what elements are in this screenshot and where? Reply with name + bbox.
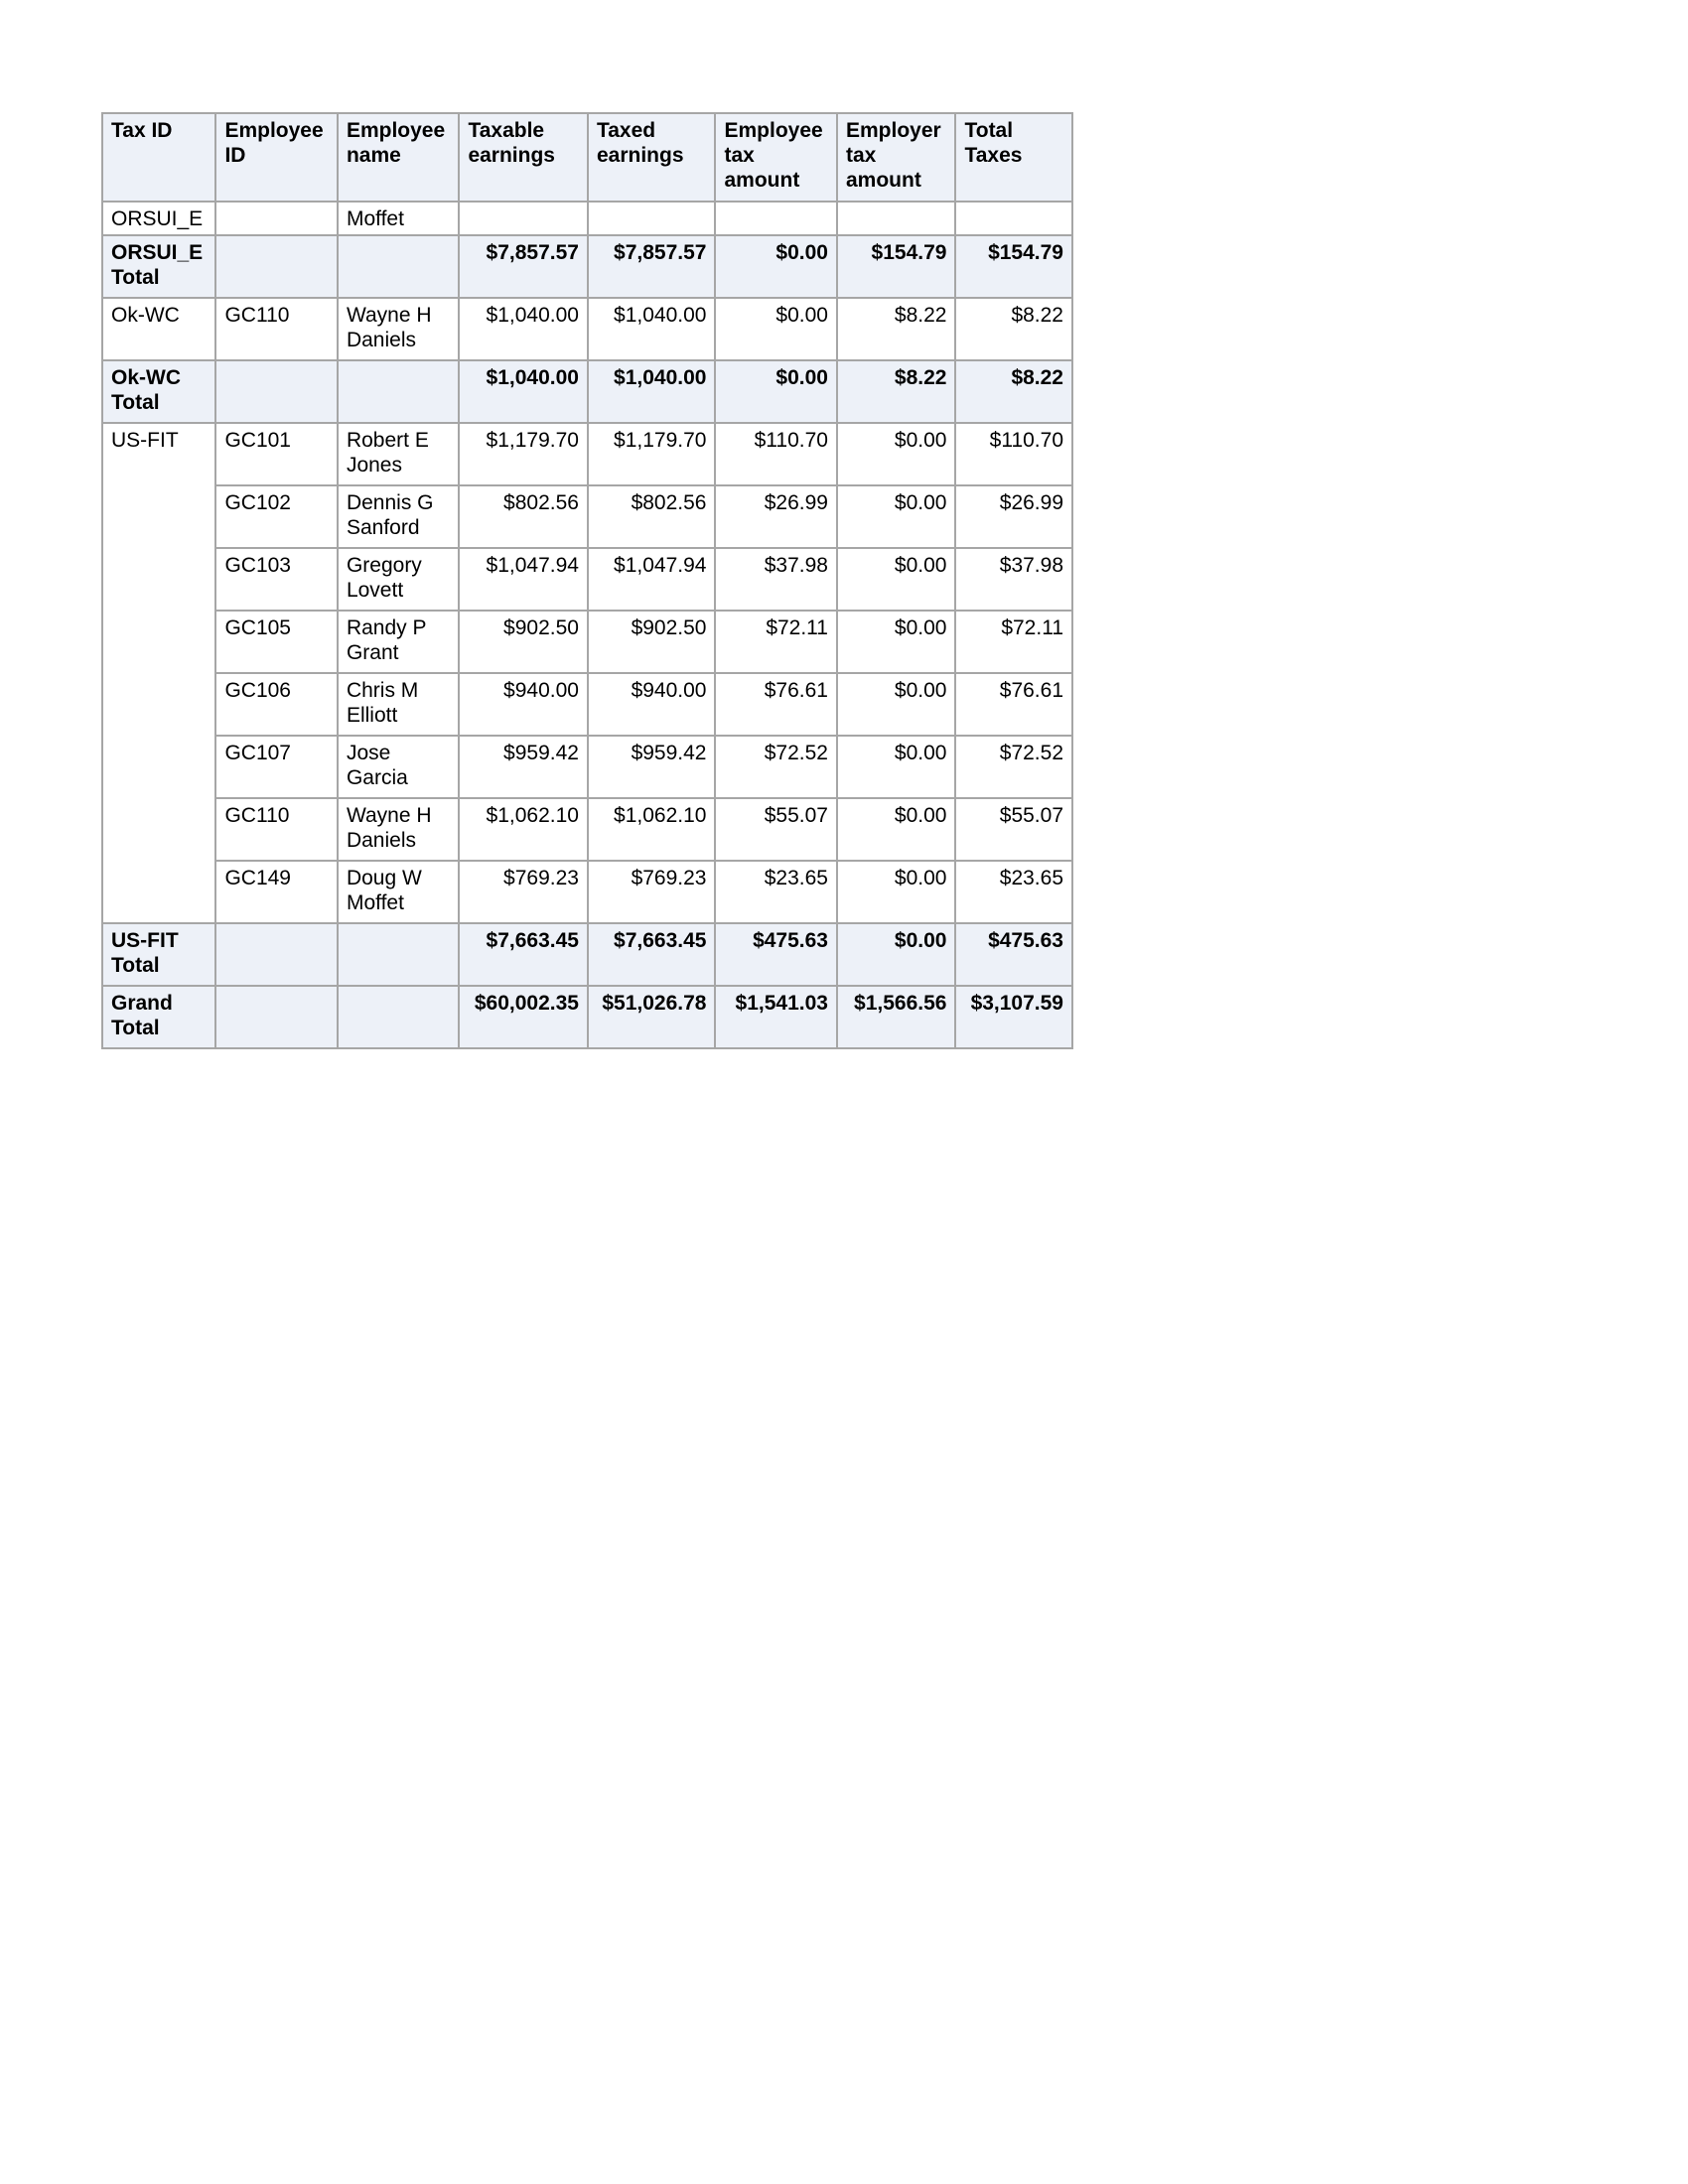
cell-taxable-earnings: $1,179.70 xyxy=(459,423,588,485)
header-tax-id: Tax ID xyxy=(102,113,215,202)
payroll-tax-table xyxy=(101,112,1073,1049)
header-taxed-earnings: Taxed earnings xyxy=(588,113,716,202)
header-employer-tax-amount: Employer tax amount xyxy=(837,113,955,202)
cell-employee-id: GC101 xyxy=(215,423,338,485)
cell-employer-tax-amount: $0.00 xyxy=(837,798,955,861)
cell-total-taxes: $37.98 xyxy=(955,548,1072,611)
header-row xyxy=(102,113,1072,202)
table-row xyxy=(102,548,1072,611)
cell-tax-id: Ok-WC xyxy=(102,298,215,360)
cell-taxed-earnings: $940.00 xyxy=(588,673,716,736)
subtotal-row xyxy=(102,235,1072,298)
cell-employee-id xyxy=(215,360,338,423)
cell-employee-name: Jose Garcia xyxy=(338,736,460,798)
cell-employer-tax-amount: $0.00 xyxy=(837,423,955,485)
cell-employee-tax-amount: $0.00 xyxy=(715,298,837,360)
cell-taxed-earnings: $51,026.78 xyxy=(588,986,716,1048)
cell-taxed-earnings: $1,179.70 xyxy=(588,423,716,485)
cell-employee-id: GC107 xyxy=(215,736,338,798)
cell-employer-tax-amount: $0.00 xyxy=(837,673,955,736)
cell-employee-tax-amount: $110.70 xyxy=(715,423,837,485)
cell-employee-name: Gregory Lovett xyxy=(338,548,460,611)
cell-taxed-earnings: $1,062.10 xyxy=(588,798,716,861)
cell-employee-id xyxy=(215,202,338,235)
cell-employee-name xyxy=(338,986,460,1048)
cell-employee-id: GC110 xyxy=(215,298,338,360)
cell-employer-tax-amount: $0.00 xyxy=(837,548,955,611)
cell-employer-tax-amount xyxy=(837,202,955,235)
subtotal-label: ORSUI_E Total xyxy=(102,235,215,298)
header-employee-id: Employee ID xyxy=(215,113,338,202)
cell-taxable-earnings: $7,857.57 xyxy=(459,235,588,298)
subtotal-row xyxy=(102,923,1072,986)
cell-total-taxes: $55.07 xyxy=(955,798,1072,861)
cell-total-taxes: $154.79 xyxy=(955,235,1072,298)
cell-employer-tax-amount: $0.00 xyxy=(837,861,955,923)
cell-employee-tax-amount: $0.00 xyxy=(715,360,837,423)
cell-total-taxes xyxy=(955,202,1072,235)
cell-taxable-earnings xyxy=(459,202,588,235)
cell-taxed-earnings: $802.56 xyxy=(588,485,716,548)
cell-taxable-earnings: $1,062.10 xyxy=(459,798,588,861)
cell-taxed-earnings: $769.23 xyxy=(588,861,716,923)
cell-employee-id: GC149 xyxy=(215,861,338,923)
cell-total-taxes: $23.65 xyxy=(955,861,1072,923)
header-employee-name: Employee name xyxy=(338,113,460,202)
cell-employer-tax-amount: $0.00 xyxy=(837,923,955,986)
cell-employee-tax-amount: $37.98 xyxy=(715,548,837,611)
table-row xyxy=(102,861,1072,923)
cell-taxed-earnings xyxy=(588,202,716,235)
cell-employee-tax-amount: $23.65 xyxy=(715,861,837,923)
cell-employee-name: Doug W Moffet xyxy=(338,861,460,923)
cell-taxed-earnings: $959.42 xyxy=(588,736,716,798)
cell-total-taxes: $26.99 xyxy=(955,485,1072,548)
cell-taxable-earnings: $769.23 xyxy=(459,861,588,923)
table-row xyxy=(102,423,1072,485)
cell-employee-id: GC105 xyxy=(215,611,338,673)
cell-employee-tax-amount: $72.11 xyxy=(715,611,837,673)
subtotal-row xyxy=(102,360,1072,423)
header-total-taxes: Total Taxes xyxy=(955,113,1072,202)
table-row xyxy=(102,736,1072,798)
cell-taxable-earnings: $1,040.00 xyxy=(459,360,588,423)
cell-employee-name: Randy P Grant xyxy=(338,611,460,673)
cell-employee-id xyxy=(215,923,338,986)
subtotal-label: US-FIT Total xyxy=(102,923,215,986)
cell-total-taxes: $3,107.59 xyxy=(955,986,1072,1048)
cell-employer-tax-amount: $0.00 xyxy=(837,611,955,673)
cell-total-taxes: $72.52 xyxy=(955,736,1072,798)
cell-employee-tax-amount: $76.61 xyxy=(715,673,837,736)
header-taxable-earnings: Taxable earnings xyxy=(459,113,588,202)
cell-total-taxes: $8.22 xyxy=(955,298,1072,360)
cell-employee-name: Dennis G Sanford xyxy=(338,485,460,548)
cell-taxed-earnings: $1,040.00 xyxy=(588,298,716,360)
cell-taxable-earnings: $902.50 xyxy=(459,611,588,673)
cell-employee-name xyxy=(338,235,460,298)
cell-employer-tax-amount: $1,566.56 xyxy=(837,986,955,1048)
cell-taxable-earnings: $802.56 xyxy=(459,485,588,548)
cell-taxed-earnings: $7,857.57 xyxy=(588,235,716,298)
cell-employee-id xyxy=(215,235,338,298)
table-row xyxy=(102,673,1072,736)
cell-taxed-earnings: $902.50 xyxy=(588,611,716,673)
header-employee-tax-amount: Employee tax amount xyxy=(715,113,837,202)
cell-employee-name xyxy=(338,923,460,986)
cell-employer-tax-amount: $0.00 xyxy=(837,485,955,548)
table-row xyxy=(102,798,1072,861)
cell-taxed-earnings: $1,040.00 xyxy=(588,360,716,423)
cell-employee-id: GC110 xyxy=(215,798,338,861)
cell-employee-name: Wayne H Daniels xyxy=(338,798,460,861)
cell-employer-tax-amount: $8.22 xyxy=(837,360,955,423)
cell-taxable-earnings: $1,047.94 xyxy=(459,548,588,611)
cell-employer-tax-amount: $154.79 xyxy=(837,235,955,298)
cell-total-taxes: $72.11 xyxy=(955,611,1072,673)
cell-employee-name: Moffet xyxy=(338,202,460,235)
cell-taxed-earnings: $1,047.94 xyxy=(588,548,716,611)
cell-employee-tax-amount xyxy=(715,202,837,235)
cell-taxable-earnings: $959.42 xyxy=(459,736,588,798)
cell-employee-id xyxy=(215,986,338,1048)
cell-total-taxes: $76.61 xyxy=(955,673,1072,736)
cell-employee-tax-amount: $26.99 xyxy=(715,485,837,548)
cell-total-taxes: $8.22 xyxy=(955,360,1072,423)
cell-taxed-earnings: $7,663.45 xyxy=(588,923,716,986)
cell-taxable-earnings: $940.00 xyxy=(459,673,588,736)
cell-employee-id: GC106 xyxy=(215,673,338,736)
cell-employee-id: GC102 xyxy=(215,485,338,548)
cell-employee-tax-amount: $55.07 xyxy=(715,798,837,861)
grand-total-row xyxy=(102,986,1072,1048)
cell-employee-id: GC103 xyxy=(215,548,338,611)
table-row xyxy=(102,485,1072,548)
cell-taxable-earnings: $7,663.45 xyxy=(459,923,588,986)
cell-taxable-earnings: $60,002.35 xyxy=(459,986,588,1048)
cell-employee-name: Wayne H Daniels xyxy=(338,298,460,360)
cell-employee-tax-amount: $1,541.03 xyxy=(715,986,837,1048)
subtotal-label: Ok-WC Total xyxy=(102,360,215,423)
cell-employee-tax-amount: $0.00 xyxy=(715,235,837,298)
cell-employee-tax-amount: $475.63 xyxy=(715,923,837,986)
cell-employer-tax-amount: $8.22 xyxy=(837,298,955,360)
cell-employee-name: Chris M Elliott xyxy=(338,673,460,736)
table-row xyxy=(102,298,1072,360)
cell-employer-tax-amount: $0.00 xyxy=(837,736,955,798)
cell-tax-id: US-FIT xyxy=(102,423,215,923)
cell-tax-id: ORSUI_E xyxy=(102,202,215,235)
table-row xyxy=(102,611,1072,673)
cell-total-taxes: $110.70 xyxy=(955,423,1072,485)
cell-taxable-earnings: $1,040.00 xyxy=(459,298,588,360)
cell-total-taxes: $475.63 xyxy=(955,923,1072,986)
cell-employee-name xyxy=(338,360,460,423)
table-row xyxy=(102,202,1072,235)
cell-employee-tax-amount: $72.52 xyxy=(715,736,837,798)
grand-total-label: Grand Total xyxy=(102,986,215,1048)
cell-employee-name: Robert E Jones xyxy=(338,423,460,485)
